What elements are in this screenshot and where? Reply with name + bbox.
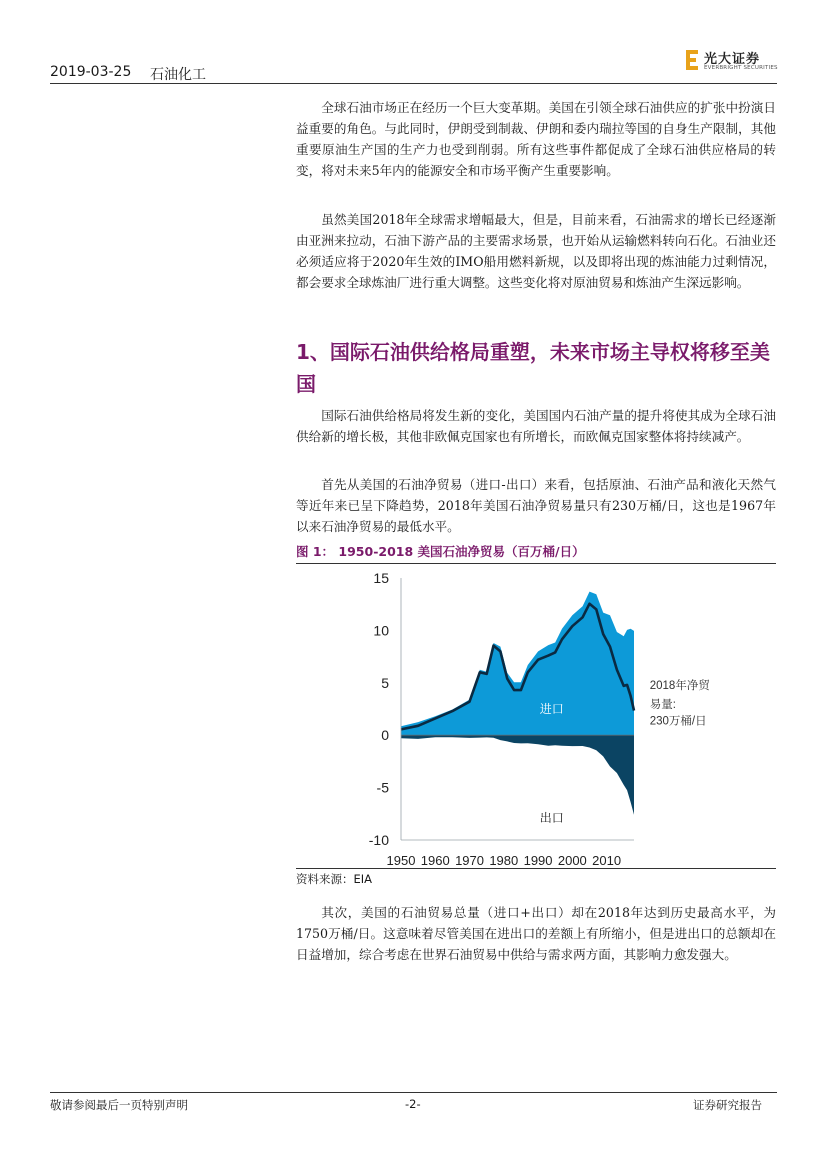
section-heading: 1、国际石油供给格局重塑，未来市场主导权将移至美国: [296, 340, 770, 396]
x-tick-label: 1980: [489, 853, 519, 868]
logo-text-cn: 光大证券: [704, 52, 761, 67]
report-sector: 石油化工: [150, 67, 206, 83]
paragraph-2: 虽然美国2018年全球需求增幅最大，但是，目前来看，石油需求的增长已经逐渐由亚洲来拉动，石油下游产品的主要需求场景，也开始从运输燃料转向石化。石油业还必须适应将于2020年生效的IMO船用燃料新规，以及即将出现的炼油能力过剩情况，都会要求全球炼油厂进行重大调整。这些变化将对原油贸易和炼油产生深远影响。: [296, 212, 776, 290]
report-date: 2019-03-25: [50, 64, 132, 80]
page-header: [50, 58, 777, 84]
x-tick-label: 2010: [592, 853, 622, 868]
net-trade-note-line-3: 230万桶/日: [649, 715, 707, 728]
x-tick-label: 2000: [557, 853, 587, 868]
paragraph-4: 首先从美国的石油净贸易（进口-出口）来看，包括原油、石油产品和液化天然气等近年来已呈下降趋势，2018年美国石油净贸易量只有230万桶/日，这也是1967年以来石油净贸易的最低水平。: [296, 477, 776, 534]
figure-source: 资料来源：EIA: [296, 872, 373, 886]
logo-mark-icon: [686, 50, 700, 70]
page-number: -2-: [405, 1097, 421, 1111]
paragraph-1: 全球石油市场正在经历一个巨大变革期。美国在引领全球石油供应的扩张中扮演日益重要的角色。与此同时，伊朗受到制裁、伊朗和委内瑞拉等国的自身生产限制，其他重要原油生产国的生产力也受到削弱。所有这些事件都促成了全球石油供应格局的转变，将对未来5年内的能源安全和市场平衡产生重要影响。: [296, 100, 776, 178]
x-tick-label: 1970: [455, 853, 484, 868]
footer-report-type: 证券研究报告: [693, 1098, 762, 1112]
y-tick-label: 5: [381, 674, 389, 691]
figure-bottom-rule: [296, 868, 776, 869]
y-tick-label: -5: [376, 779, 389, 796]
company-logo: [686, 48, 778, 76]
x-tick-label: 1950: [386, 853, 416, 868]
imports-area: [401, 592, 634, 736]
footer-disclaimer: 敬请参阅最后一页特别声明: [50, 1098, 188, 1112]
imports-label: 进口: [539, 702, 564, 717]
x-tick-label: 1960: [420, 853, 450, 868]
header-rule: [50, 83, 777, 84]
figure-title: 图 1： 1950-2018 美国石油净贸易（百万桶/日）: [296, 544, 585, 559]
exports-area: [401, 735, 634, 815]
net-trade-chart: [296, 564, 776, 868]
paragraph-3: 国际石油供给格局将发生新的变化，美国国内石油产量的提升将使其成为全球石油供给新的增长极，其他非欧佩克国家也有所增长，而欧佩克国家整体将持续减产。: [296, 408, 776, 444]
exports-label: 出口: [539, 811, 564, 826]
y-tick-label: 10: [373, 622, 389, 639]
net-trade-note-line-1: 2018年净贸: [649, 680, 710, 693]
footer-rule: [50, 1092, 777, 1093]
y-tick-label: 15: [373, 570, 389, 586]
x-tick-label: 1990: [523, 853, 553, 868]
paragraph-5: 其次，美国的石油贸易总量（进口+出口）却在2018年达到历史最高水平，为1750万桶/日。这意味着尽管美国在进出口的差额上有所缩小，但是进出口的总额却在日益增加，综合考虑在世界石油贸易中供给与需求两方面，其影响力愈发强大。: [296, 905, 776, 962]
y-tick-label: 0: [381, 727, 389, 744]
logo-text-en: EVERBRIGHT SECURITIES: [704, 65, 778, 71]
net-trade-note-line-2: 易量:: [649, 698, 676, 711]
y-tick-label: -10: [368, 832, 389, 848]
